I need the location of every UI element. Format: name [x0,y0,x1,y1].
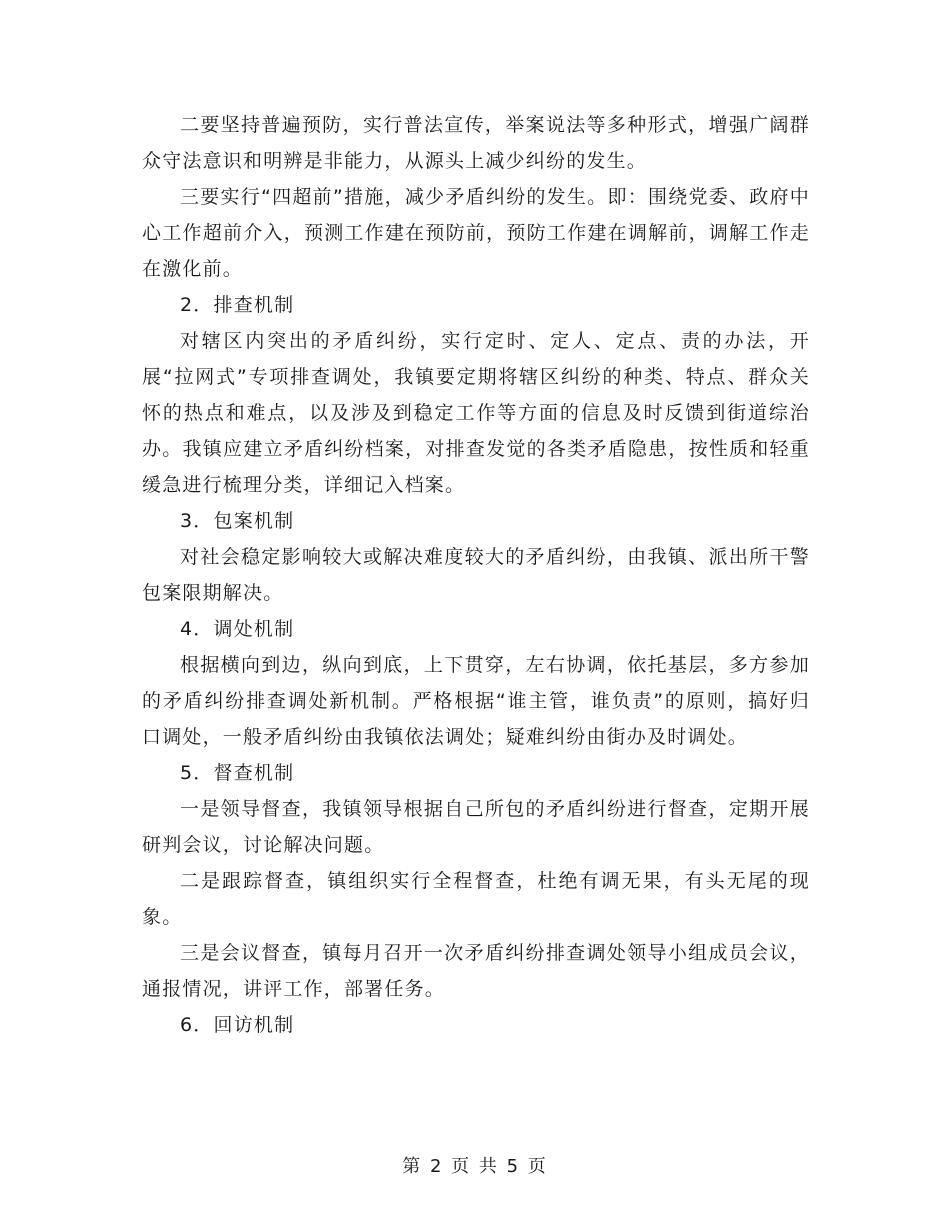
heading-revisit-mechanism: 6．回访机制 [180,1014,295,1036]
document-body [142,107,810,1043]
paragraph-four-ahead: 三要实行“四超前”措施，减少矛盾纠纷的发生。即：围绕党委、政府中心工作超前介入，预测工作建在预防前，预防工作建在调解前，调解工作走在激化前。 [142,186,810,280]
paragraph-investigation: 对辖区内突出的矛盾纠纷，实行定时、定人、定点、责的办法，开展“拉网式”专项排查调处，我镇要定期将辖区纠纷的种类、特点、群众关怀的热点和难点，以及涉及到稳定工作等方面的信息及时反馈到街道综治办。我镇应建立矛盾纠纷档案，对排查发觉的各类矛盾隐患，按性质和轻重缓急进行梳理分类，详细记入档案。 [142,330,810,496]
heading-mediation-mechanism: 4．调处机制 [180,618,295,640]
heading-supervision-mechanism: 5．督查机制 [180,762,295,784]
heading-case-mechanism: 3．包案机制 [180,510,295,532]
paragraph-tracking-supervision: 二是跟踪督查，镇组织实行全程督查，杜绝有调无果，有头无尾的现象。 [142,870,810,928]
paragraph-prevention: 二要坚持普遍预防，实行普法宣传，举案说法等多种形式，增强广阔群众守法意识和明辨是非能力，从源头上减少纠纷的发生。 [142,114,810,172]
page-number-footer: 第 2 页 共 5 页 [402,1156,548,1177]
paragraph-meeting-supervision: 三是会议督查，镇每月召开一次矛盾纠纷排查调处领导小组成员会议，通报情况，讲评工作，部署任务。 [142,942,810,1000]
paragraph-mediation: 根据横向到边，纵向到底，上下贯穿，左右协调，依托基层，多方参加的矛盾纠纷排查调处新机制。严格根据“谁主管，谁负责”的原则，搞好归口调处，一般矛盾纠纷由我镇依法调处；疑难纠纷由街办及时调处。 [142,654,810,748]
paragraph-case: 对社会稳定影响较大或解决难度较大的矛盾纠纷，由我镇、派出所干警包案限期解决。 [142,546,810,604]
heading-investigation-mechanism: 2．排查机制 [180,294,295,316]
paragraph-leader-supervision: 一是领导督查，我镇领导根据自己所包的矛盾纠纷进行督查，定期开展研判会议，讨论解决问题。 [142,798,810,856]
